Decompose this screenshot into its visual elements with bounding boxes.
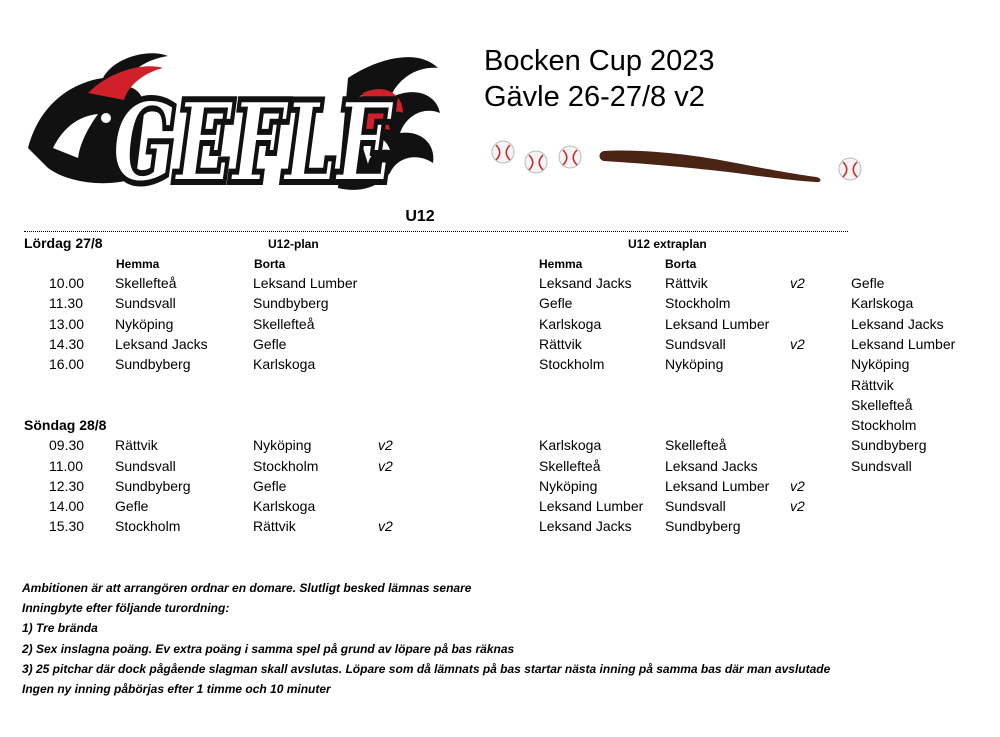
rules-notes: [22, 578, 830, 699]
note-line: Inningbyte efter följande turordning:: [22, 601, 230, 616]
note-line: Ambitionen är att arrangören ordnar en domare. Slutligt besked lämnas senare: [22, 581, 472, 595]
baseball-graphic: [486, 135, 871, 187]
away-team: Rättvik: [253, 518, 296, 534]
day-label-saturday: Lördag 27/8: [24, 235, 103, 251]
gefle-logo: [18, 38, 443, 196]
baseball-icon: [839, 158, 861, 180]
version-note: v2: [378, 518, 393, 534]
match-time: 12.30: [49, 478, 85, 494]
home-team: Stockholm: [539, 356, 605, 372]
list-item: Stockholm: [851, 417, 917, 433]
away-team: Karlskoga: [253, 498, 316, 514]
baseball-icon: [492, 141, 514, 163]
version-note: v2: [790, 498, 805, 514]
home-team: Gefle: [115, 498, 149, 514]
version-note: v2: [790, 275, 805, 291]
list-item: Sundbyberg: [851, 437, 927, 453]
away-team: Leksand Lumber: [665, 478, 770, 494]
list-item: Gefle: [851, 275, 885, 291]
version-note: v2: [378, 437, 393, 453]
home-team: Sundsvall: [115, 295, 176, 311]
away-team: Gefle: [253, 336, 287, 352]
note-line: 1) Tre brända: [22, 621, 98, 636]
note-line: 2) Sex inslagna poäng. Ev extra poäng i samma spel på grund av löpare på bas räknas: [22, 641, 515, 656]
away-team: Stockholm: [253, 458, 319, 474]
version-note: v2: [790, 336, 805, 352]
match-time: 14.30: [49, 336, 85, 352]
list-item: Skellefteå: [851, 397, 913, 413]
list-item: Leksand Jacks: [851, 316, 944, 332]
baseball-icon: [525, 151, 547, 173]
column-header-home-extra: Hemma: [539, 257, 583, 271]
home-team: Sundsvall: [115, 458, 176, 474]
match-time: 15.30: [49, 518, 85, 534]
event-subtitle: Gävle 26-27/8 v2: [484, 81, 705, 113]
logo-text: GEFLE: [113, 80, 395, 196]
list-item: Karlskoga: [851, 295, 914, 311]
match-time: 11.30: [49, 295, 83, 311]
away-team: Rättvik: [665, 275, 708, 291]
column-header-home: Hemma: [116, 257, 160, 271]
away-team: Skellefteå: [253, 316, 315, 332]
section-title: U12: [405, 208, 435, 225]
note-line: Ingen ny inning påbörjas efter 1 timme och 10 minuter: [22, 681, 331, 696]
home-team: Skellefteå: [539, 458, 601, 474]
away-team: Stockholm: [665, 295, 731, 311]
home-team: Rättvik: [539, 336, 582, 352]
svg-text:GEFLE: GEFLE: [113, 80, 395, 196]
home-team: Karlskoga: [539, 437, 602, 453]
away-team: Nyköping: [665, 356, 724, 372]
home-team: Stockholm: [115, 518, 181, 534]
field-header-extra: U12 extraplan: [628, 237, 707, 251]
home-team: Skellefteå: [115, 275, 177, 291]
away-team: Karlskoga: [253, 356, 316, 372]
baseball-icon: [559, 146, 581, 168]
list-item: Leksand Lumber: [851, 336, 956, 352]
home-team: Gefle: [539, 295, 573, 311]
home-team: Leksand Jacks: [115, 336, 208, 352]
away-team: Leksand Jacks: [665, 458, 758, 474]
match-time: 14.00: [49, 498, 85, 514]
field-header-main: U12-plan: [268, 237, 319, 251]
away-team: Nyköping: [253, 437, 312, 453]
away-team: Leksand Lumber: [253, 275, 358, 291]
home-team: Rättvik: [115, 437, 158, 453]
match-time: 09.30: [49, 437, 85, 453]
gefle-letters: [113, 80, 394, 196]
list-item: Sundsvall: [851, 458, 912, 474]
column-header-away-extra: Borta: [665, 257, 697, 271]
home-team: Sundbyberg: [115, 356, 191, 372]
away-team: Gefle: [253, 478, 287, 494]
dotted-divider: [24, 231, 848, 232]
note-line: 3) 25 pitchar där dock pågående slagman skall avslutas. Löpare som då lämnats på bas startar nästa inning på samma bas där man avslutade: [22, 661, 831, 676]
away-team: Leksand Lumber: [665, 316, 770, 332]
home-team: Nyköping: [115, 316, 174, 332]
event-title: Bocken Cup 2023: [484, 45, 715, 77]
match-time: 11.00: [49, 458, 83, 474]
home-team: Leksand Lumber: [539, 498, 644, 514]
list-item: Rättvik: [851, 377, 894, 393]
version-note: v2: [378, 458, 393, 474]
home-team: Karlskoga: [539, 316, 602, 332]
day-label-sunday: Söndag 28/8: [24, 417, 107, 433]
list-item: Nyköping: [851, 356, 910, 372]
version-note: v2: [790, 478, 805, 494]
match-time: 10.00: [49, 275, 85, 291]
away-team: Sundbyberg: [253, 295, 329, 311]
column-header-away: Borta: [254, 257, 286, 271]
home-team: Sundbyberg: [115, 478, 191, 494]
baseball-bat-icon: [600, 151, 821, 183]
away-team: Sundbyberg: [665, 518, 741, 534]
away-team: Skellefteå: [665, 437, 727, 453]
home-team: Leksand Jacks: [539, 275, 632, 291]
away-team: Sundsvall: [665, 498, 726, 514]
match-time: 13.00: [49, 316, 85, 332]
away-team: Sundsvall: [665, 336, 726, 352]
home-team: Nyköping: [539, 478, 598, 494]
match-time: 16.00: [49, 356, 85, 372]
home-team: Leksand Jacks: [539, 518, 632, 534]
